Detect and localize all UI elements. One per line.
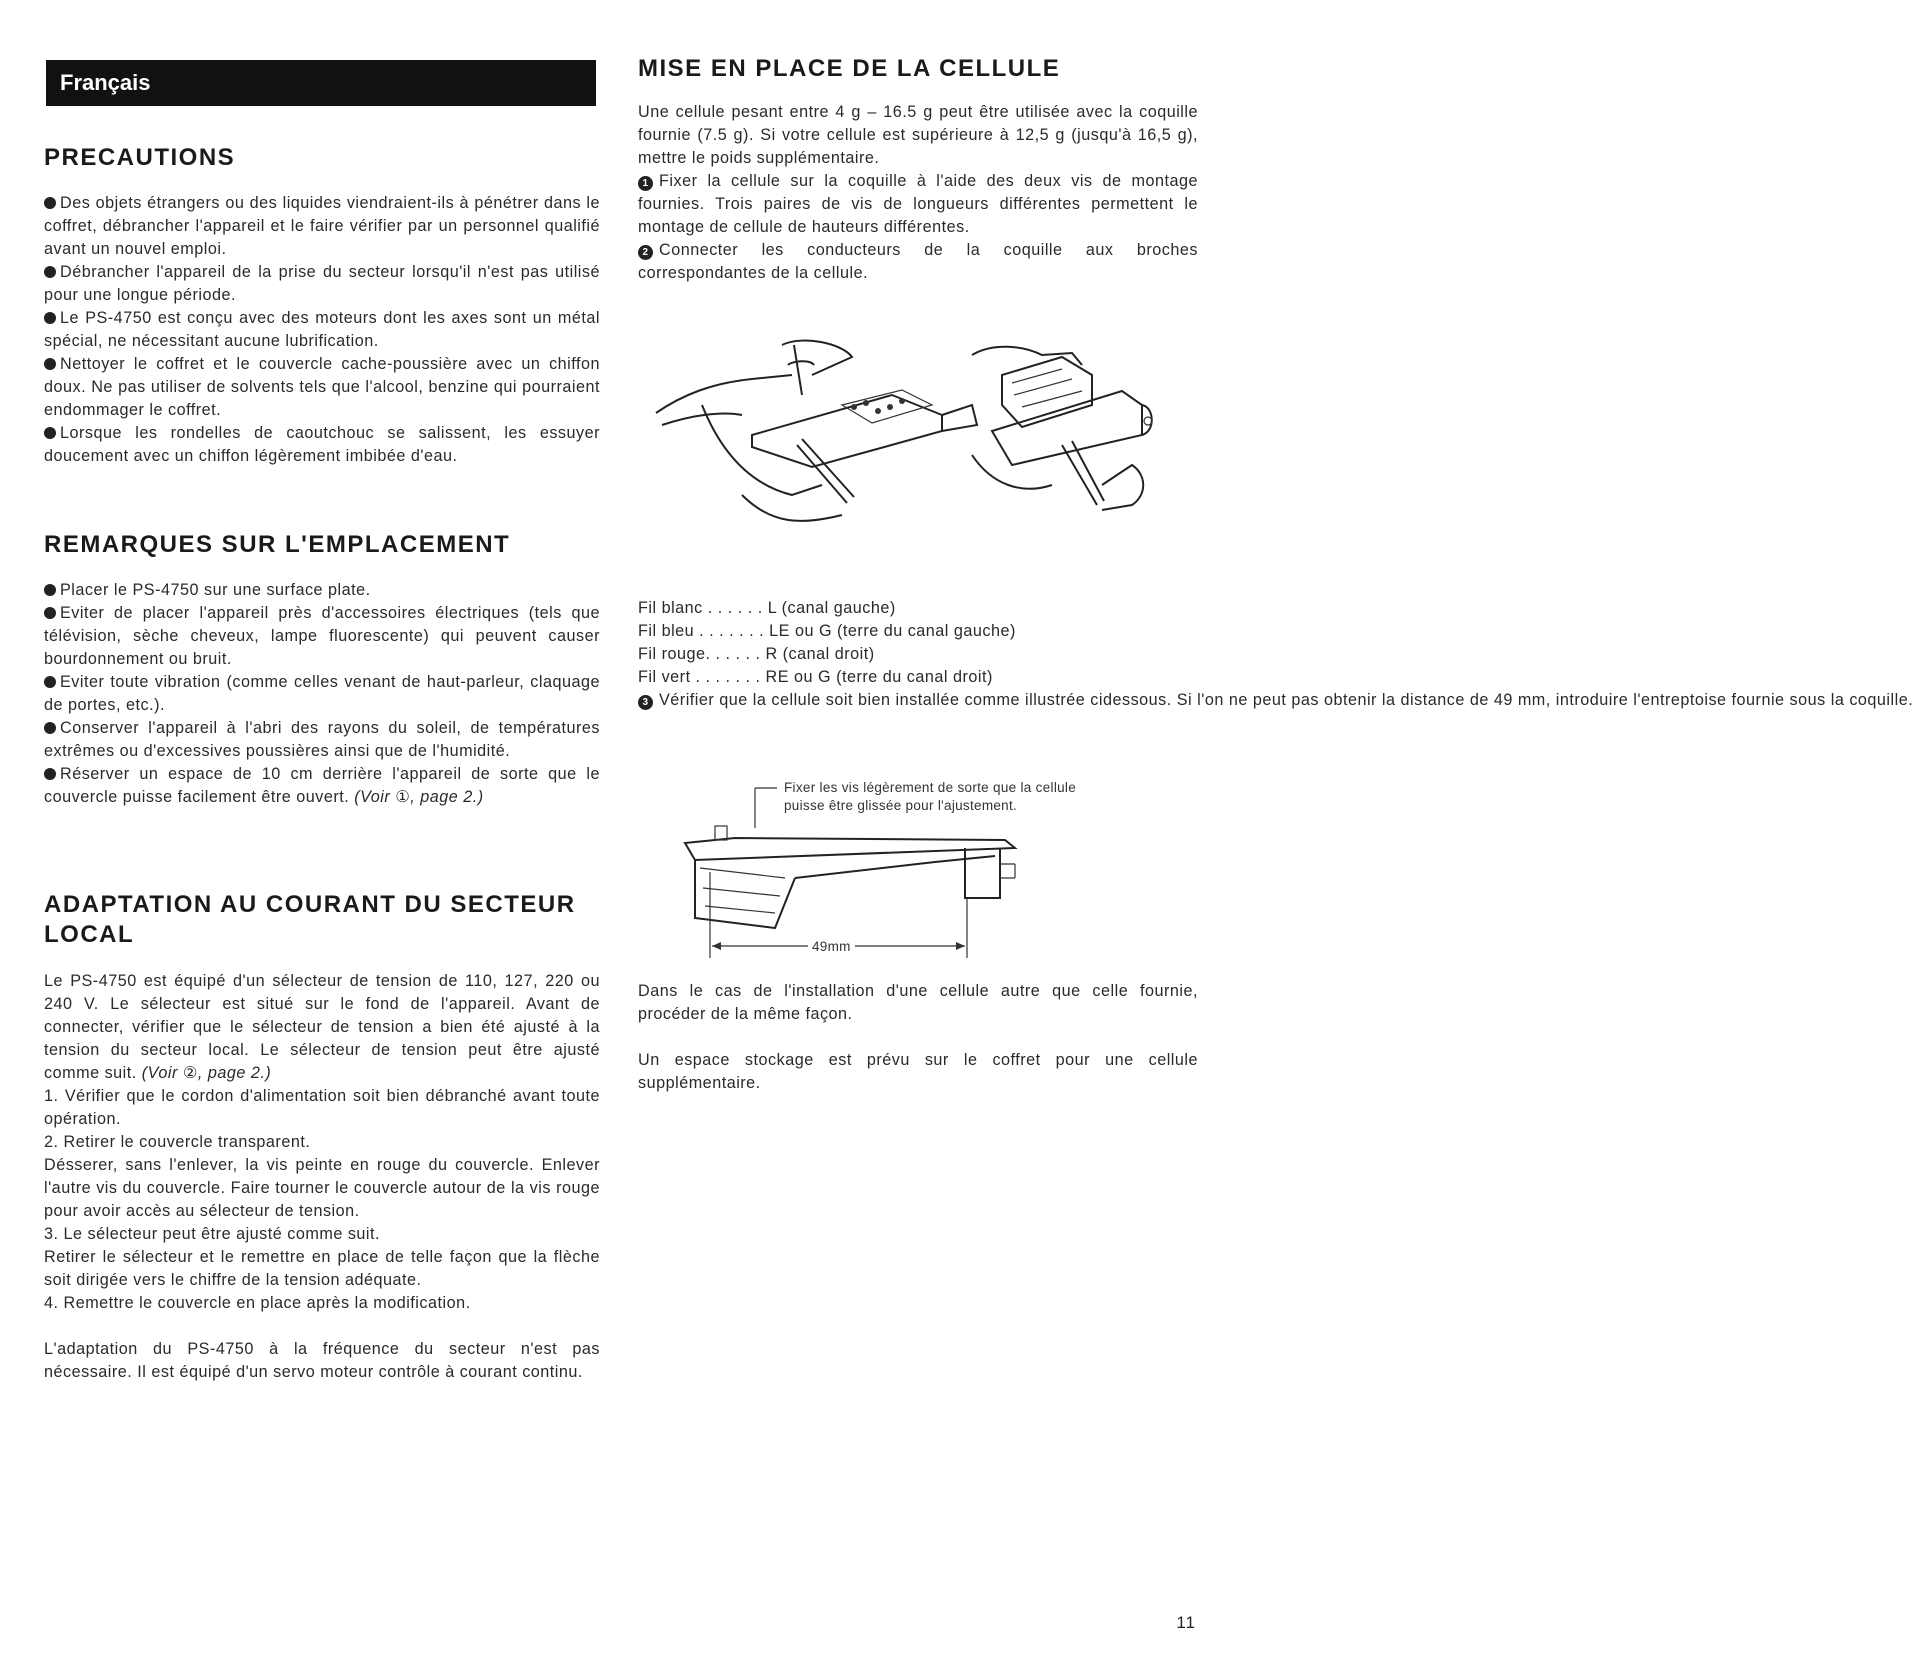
diagram-caption: Fixer les vis légèrement de sorte que la cellule puisse être glissée pour l'ajustement. [784,780,1077,813]
step-item: 4. Remettre le couvercle en place après la modification. [44,1294,471,1312]
bullet-icon [44,584,56,596]
bullet-icon [44,607,56,619]
list-item: Conserver l'appareil à l'abri des rayons du soleil, de températures extrêmes ou d'excessives poussières ainsi que de l'humidité. [44,719,600,760]
bullet-icon [44,197,56,209]
list-item: Des objets étrangers ou des liquides viendraient-ils à pénétrer dans le coffret, débrancher l'appareil et le faire vérifier par un personnel qualifié avant un nouvel emploi. [44,194,600,258]
bullet-icon [44,676,56,688]
cellule-heading: MISE EN PLACE DE LA CELLULE [638,55,1061,82]
dimension-label: 49mm [808,938,855,956]
list-item: Le PS-4750 est conçu avec des moteurs dont les axes sont un métal spécial, ne nécessitant aucune lubrification. [44,309,600,350]
list-item: Placer le PS-4750 sur une surface plate. [44,579,600,602]
list-item: Fil bleu . . . . . . . LE ou G (terre du canal gauche) [638,622,1016,640]
courant-heading: ADAPTATION AU COURANT DU SECTEUR LOCAL [44,891,576,948]
bullet-icon [44,427,56,439]
list-item: Eviter de placer l'appareil près d'accessoires électriques (tels que télévision, sèche cheveux, lampe fluorescente) qui peuvent causer bourdonnement ou bruit. [44,604,600,668]
courant-intro: Le PS-4750 est équipé d'un sélecteur de tension de 110, 127, 220 ou 240 V. Le sélecteur est situé sur le fond de l'appareil. Avant de connecter, vérifier que le sélecteur de tension a bien été ajusté à la tension du secteur local. Le sélecteur de tension peut être ajusté comme suit. (Voir ②, page 2.) [44,972,600,1082]
list-item: Eviter toute vibration (comme celles venant de haut-parleur, claquage de portes, etc.). [44,673,600,714]
list-item: Fil vert . . . . . . . RE ou G (terre du canal droit) [638,668,993,686]
bullet-icon [44,312,56,324]
list-item: Fil blanc . . . . . . L (canal gauche) [638,599,896,617]
bullet-icon [44,722,56,734]
language-tab: Français [46,60,596,106]
figure-reference: (Voir ①, page 2.) [354,788,484,806]
step-3-icon: 3 [638,695,653,710]
emplacement-list [44,579,600,809]
step-item: 3 Vérifier que la cellule soit bien installée comme illustrée cidessous. Si l'on ne peut pas obtenir la distance de 49 mm, introduire l'entreptoise fournie sous la coquille. [638,689,1198,712]
precautions-heading: PRECAUTIONS [44,144,236,171]
other-cartridge-note: Dans le cas de l'installation d'une cellule autre que celle fournie, procéder de la même façon. [638,982,1198,1023]
step-item: 2 Connecter les conducteurs de la coquille aux broches correspondantes de la cellule. [638,241,1198,282]
list-item: Fil rouge. . . . . . R (canal droit) [638,645,875,663]
storage-note: Un espace stockage est prévu sur le coffret pour une cellule supplémentaire. [638,1051,1198,1092]
cellule-intro: Une cellule pesant entre 4 g – 16.5 g peut être utilisée avec la coquille fournie (7.5 g). Si votre cellule est supérieure à 12,5 g (jusqu'à 16,5 g), mettre le poids supplémentaire. [638,103,1198,167]
step-item: 1. Vérifier que le cordon d'alimentation soit bien débranché avant toute opération. [44,1087,600,1128]
page-number: 11 [1176,1613,1196,1632]
courant-body [44,970,600,1384]
step-1-icon: 1 [638,176,653,191]
emplacement-heading: REMARQUES SUR L'EMPLACEMENT [44,531,511,558]
wire-color-list [638,597,1913,712]
bullet-icon [44,768,56,780]
courant-closing: L'adaptation du PS-4750 à la fréquence du secteur n'est pas nécessaire. Il est équipé d'un servo moteur contrôle à courant continu. [44,1340,600,1381]
step-item: Retirer le sélecteur et le remettre en place de telle façon que la flèche soit dirigée vers le chiffre de la tension adéquate. [44,1248,600,1289]
step-2-icon: 2 [638,245,653,260]
bullet-icon [44,358,56,370]
bullet-icon [44,266,56,278]
cartridge-mounting-illustration [642,335,1162,535]
step-item: 2. Retirer le couvercle transparent. [44,1133,311,1151]
list-item: Réserver un espace de 10 cm derrière l'appareil de sorte que le couvercle puisse facilement être ouvert. (Voir ①, page 2.) [44,765,600,806]
cellule-intro-block [638,101,1198,285]
step-item: 1 Fixer la cellule sur la coquille à l'aide des deux vis de montage fournies. Trois paires de vis de longueurs différentes permettent le montage de cellule de hauteurs différentes. [638,172,1198,236]
step-item: 3. Le sélecteur peut être ajusté comme suit. [44,1225,381,1243]
figure-reference: (Voir ②, page 2.) [141,1064,272,1082]
precautions-list [44,192,600,468]
cellule-notes [638,980,1198,1095]
list-item: Nettoyer le coffret et le couvercle cache-poussière avec un chiffon doux. Ne pas utiliser de solvents tels que l'alcool, benzine qui pourraient endommager le coffret. [44,355,600,419]
step-item: Désserer, sans l'enlever, la vis peinte en rouge du couvercle. Enlever l'autre vis du couvercle. Faire tourner le couvercle autour de la vis rouge pour avoir accès au sélecteur de tension. [44,1156,600,1220]
list-item: Lorsque les rondelles de caoutchouc se salissent, les essuyer doucement avec un chiffon légèrement imbibée d'eau. [44,424,600,465]
list-item: Débrancher l'appareil de la prise du secteur lorsqu'il n'est pas utilisé pour une longue période. [44,263,600,304]
